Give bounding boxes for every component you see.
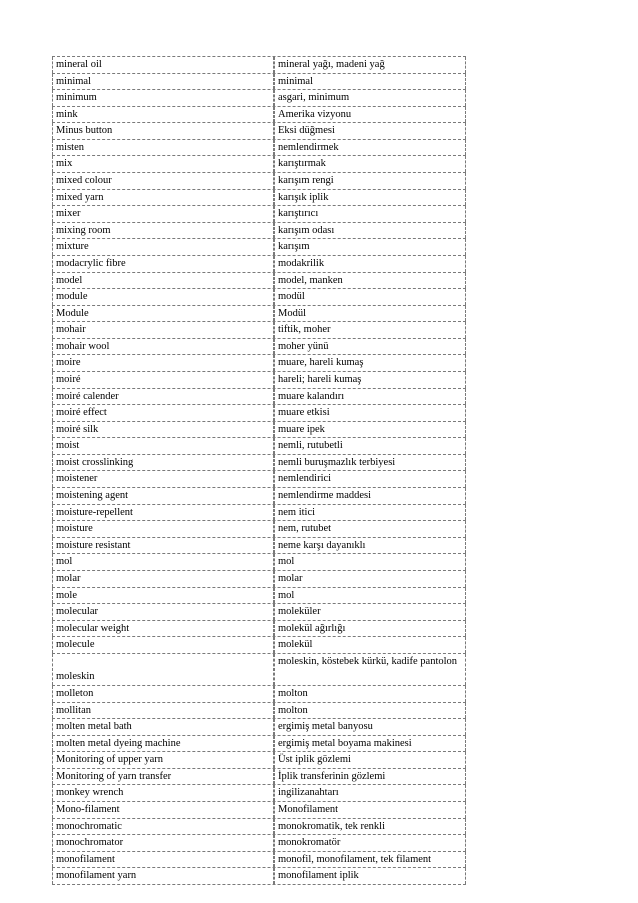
table-row — [52, 553, 466, 570]
table-row — [52, 272, 466, 289]
term-turkish: nem itici — [274, 505, 466, 521]
term-turkish: monokromatör — [274, 835, 466, 851]
table-row — [52, 371, 466, 388]
term-turkish: molton — [274, 703, 466, 719]
table-row — [52, 155, 466, 172]
term-turkish: monofil, monofilament, tek filament — [274, 852, 466, 868]
table-row — [52, 653, 466, 685]
term-turkish: karıştırıcı — [274, 206, 466, 222]
term-english: mix — [52, 156, 274, 172]
table-row — [52, 205, 466, 222]
term-english: molten metal bath — [52, 719, 274, 735]
term-turkish: minimal — [274, 74, 466, 90]
table-row — [52, 487, 466, 504]
term-turkish: neme karşı dayanıklı — [274, 538, 466, 554]
term-english: moistening agent — [52, 488, 274, 504]
term-english: mixture — [52, 239, 274, 255]
term-turkish: molton — [274, 686, 466, 702]
term-turkish: Modül — [274, 306, 466, 322]
table-row — [52, 768, 466, 785]
term-english: mole — [52, 588, 274, 604]
term-turkish: Monofilament — [274, 802, 466, 818]
table-row — [52, 288, 466, 305]
term-english: mixed yarn — [52, 190, 274, 206]
term-turkish: karışım rengi — [274, 173, 466, 189]
table-row — [52, 437, 466, 454]
table-row — [52, 520, 466, 537]
table-row — [52, 189, 466, 206]
term-english: mixed colour — [52, 173, 274, 189]
term-turkish: ergimiş metal banyosu — [274, 719, 466, 735]
table-row — [52, 685, 466, 702]
term-english: moisture-repellent — [52, 505, 274, 521]
term-turkish: monokromatik, tek renkli — [274, 819, 466, 835]
term-english: minimal — [52, 74, 274, 90]
table-row — [52, 702, 466, 719]
table-row — [52, 454, 466, 471]
table-row — [52, 470, 466, 487]
term-turkish: hareli; hareli kumaş — [274, 372, 466, 388]
table-row — [52, 735, 466, 752]
table-row — [52, 504, 466, 521]
term-turkish: karıştırmak — [274, 156, 466, 172]
term-turkish: Üst iplik gözlemi — [274, 752, 466, 768]
term-english: molten metal dyeing machine — [52, 736, 274, 752]
term-english: monofilament yarn — [52, 868, 274, 884]
table-row — [52, 139, 466, 156]
term-english: mixer — [52, 206, 274, 222]
term-turkish: molar — [274, 571, 466, 587]
table-row — [52, 718, 466, 735]
term-turkish: modakrilik — [274, 256, 466, 272]
term-english: Minus button — [52, 123, 274, 139]
term-turkish: muare ipek — [274, 422, 466, 438]
term-turkish: nemli buruşmazlık terbiyesi — [274, 455, 466, 471]
term-english: minimum — [52, 90, 274, 106]
term-english: moistener — [52, 471, 274, 487]
table-row — [52, 388, 466, 405]
term-english: monkey wrench — [52, 785, 274, 801]
term-turkish: moleküler — [274, 604, 466, 620]
term-english: molecule — [52, 637, 274, 653]
term-turkish: karışım — [274, 239, 466, 255]
term-english: molecular weight — [52, 621, 274, 637]
term-turkish: nemlendirici — [274, 471, 466, 487]
term-turkish: moleskin, köstebek kürkü, kadife pantolon — [274, 654, 466, 685]
term-turkish: Amerika vizyonu — [274, 107, 466, 123]
table-row — [52, 818, 466, 835]
table-row — [52, 222, 466, 239]
term-turkish: tiftik, moher — [274, 322, 466, 338]
term-turkish: İplik transferinin gözlemi — [274, 769, 466, 785]
table-row — [52, 751, 466, 768]
term-english: mollitan — [52, 703, 274, 719]
table-row — [52, 305, 466, 322]
table-row — [52, 851, 466, 868]
term-english: Mono-filament — [52, 802, 274, 818]
term-english: mink — [52, 107, 274, 123]
table-row — [52, 801, 466, 818]
table-row — [52, 834, 466, 851]
term-turkish: monofilament iplik — [274, 868, 466, 884]
term-turkish: nemlendirmek — [274, 140, 466, 156]
table-row — [52, 255, 466, 272]
term-turkish: nem, rutubet — [274, 521, 466, 537]
table-row — [52, 106, 466, 123]
table-row — [52, 89, 466, 106]
term-turkish: nemli, rutubetli — [274, 438, 466, 454]
term-turkish: model, manken — [274, 273, 466, 289]
term-turkish: asgari, minimum — [274, 90, 466, 106]
term-english: misten — [52, 140, 274, 156]
term-turkish: moher yünü — [274, 339, 466, 355]
term-turkish: modül — [274, 289, 466, 305]
term-english: molleton — [52, 686, 274, 702]
term-turkish: muare etkisi — [274, 405, 466, 421]
table-row — [52, 636, 466, 653]
table-row — [52, 867, 466, 885]
glossary-table — [52, 56, 466, 885]
term-english: monochromator — [52, 835, 274, 851]
term-english: moiré silk — [52, 422, 274, 438]
term-english: modacrylic fibre — [52, 256, 274, 272]
table-row — [52, 603, 466, 620]
table-row — [52, 404, 466, 421]
table-row — [52, 421, 466, 438]
table-row — [52, 172, 466, 189]
table-row — [52, 56, 466, 73]
term-turkish: Eksi düğmesi — [274, 123, 466, 139]
term-english: model — [52, 273, 274, 289]
term-english: moire — [52, 355, 274, 371]
table-row — [52, 321, 466, 338]
table-row — [52, 620, 466, 637]
term-english: moisture — [52, 521, 274, 537]
table-row — [52, 587, 466, 604]
term-turkish: mineral yağı, madeni yağ — [274, 57, 466, 73]
term-english: moleskin — [52, 654, 274, 685]
term-turkish: muare, hareli kumaş — [274, 355, 466, 371]
term-english: moiré effect — [52, 405, 274, 421]
term-english: mol — [52, 554, 274, 570]
term-english: Monitoring of yarn transfer — [52, 769, 274, 785]
term-english: monofilament — [52, 852, 274, 868]
term-turkish: ergimiş metal boyama makinesi — [274, 736, 466, 752]
term-english: Monitoring of upper yarn — [52, 752, 274, 768]
term-english: module — [52, 289, 274, 305]
table-row — [52, 784, 466, 801]
term-english: mohair wool — [52, 339, 274, 355]
table-row — [52, 570, 466, 587]
table-row — [52, 338, 466, 355]
term-turkish: mol — [274, 554, 466, 570]
term-turkish: ingilizanahtarı — [274, 785, 466, 801]
term-turkish: muare kalandırı — [274, 389, 466, 405]
term-english: mineral oil — [52, 57, 274, 73]
term-english: moist crosslinking — [52, 455, 274, 471]
table-row — [52, 354, 466, 371]
term-english: monochromatic — [52, 819, 274, 835]
table-row — [52, 73, 466, 90]
term-turkish: karışım odası — [274, 223, 466, 239]
term-english: mixing room — [52, 223, 274, 239]
term-english: molar — [52, 571, 274, 587]
table-row — [52, 238, 466, 255]
term-turkish: karışık iplik — [274, 190, 466, 206]
term-english: moiré — [52, 372, 274, 388]
term-english: Module — [52, 306, 274, 322]
term-english: molecular — [52, 604, 274, 620]
term-turkish: nemlendirme maddesi — [274, 488, 466, 504]
term-turkish: molekül ağırlığı — [274, 621, 466, 637]
term-turkish: mol — [274, 588, 466, 604]
term-english: moist — [52, 438, 274, 454]
term-english: moisture resistant — [52, 538, 274, 554]
term-turkish: molekül — [274, 637, 466, 653]
term-english: mohair — [52, 322, 274, 338]
term-english: moiré calender — [52, 389, 274, 405]
table-row — [52, 537, 466, 554]
table-row — [52, 122, 466, 139]
